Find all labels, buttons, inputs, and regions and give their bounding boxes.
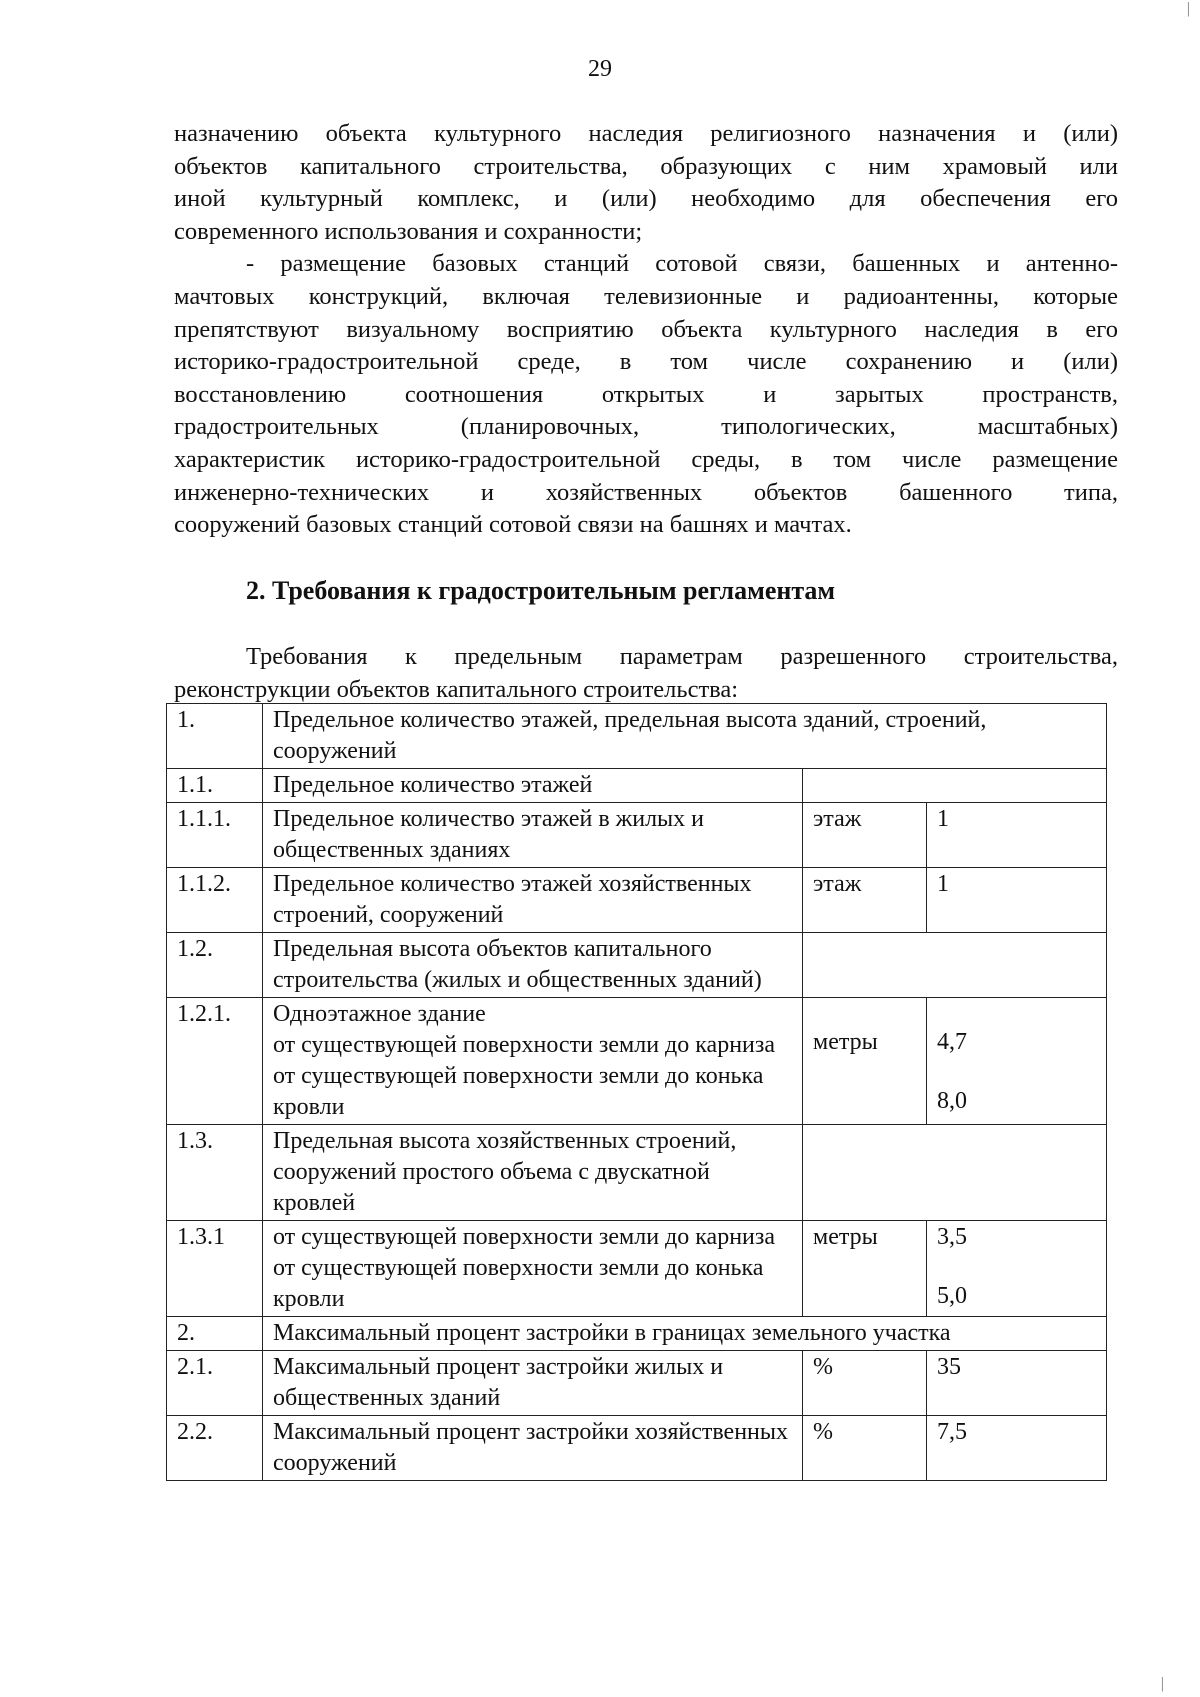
row-description-part: от существующей поверхности земли до карниза <box>273 1032 776 1058</box>
row-description <box>263 1221 803 1317</box>
row-number: 1.1.1. <box>167 803 263 868</box>
row-number: 1.2. <box>167 933 263 998</box>
text-line: сооружений базовых станций сотовой связи на башнях и мачтах. <box>174 511 852 539</box>
text-line: - размещение базовых станций сотовой связи, башенных и антенно- <box>246 250 1118 278</box>
row-value: 35 <box>927 1351 1107 1416</box>
table-row <box>167 769 1107 803</box>
row-number: 2.2. <box>167 1416 263 1481</box>
text-line: мачтовых конструкций, включая телевизионные и радиоантенны, которые <box>174 282 1118 310</box>
row-value-b: 8,0 <box>937 1088 967 1114</box>
parameters-table <box>166 703 1107 1481</box>
row-value <box>927 1221 1107 1317</box>
row-description: Максимальный процент застройки хозяйственных сооружений <box>263 1416 803 1481</box>
text-line: восстановлению соотношения открытых и зарытых пространств, <box>174 380 1118 408</box>
row-description: Предельная высота объектов капитального строительства (жилых и общественных зданий) <box>263 933 803 998</box>
row-value: 1 <box>927 803 1107 868</box>
row-number: 2.1. <box>167 1351 263 1416</box>
table-row <box>167 998 1107 1125</box>
table-row <box>167 1317 1107 1351</box>
corner-mark-bottom: | <box>1160 1675 1164 1692</box>
row-unit: % <box>803 1351 927 1416</box>
row-value-a: 3,5 <box>937 1224 967 1250</box>
table-row <box>167 933 1107 998</box>
row-value <box>927 998 1107 1125</box>
row-description-part: от существующей поверхности земли до конька кровли <box>273 1063 764 1120</box>
text-line: реконструкции объектов капитального строительства: <box>174 675 739 703</box>
row-description <box>263 998 803 1125</box>
row-description: Предельное количество этажей хозяйственных строений, сооружений <box>263 868 803 933</box>
text-line: объектов капитального строительства, образующих с ним храмовый или <box>174 152 1118 180</box>
intro-paragraph <box>174 641 1118 706</box>
row-description: Предельное количество этажей <box>263 769 803 803</box>
table-row <box>167 803 1107 868</box>
body-paragraph <box>174 118 1118 542</box>
row-number: 2. <box>167 1317 263 1351</box>
section-heading: 2. Требования к градостроительным регламентам <box>246 576 836 605</box>
text-line: современного использования и сохранности; <box>174 217 643 245</box>
text-line: историко-градостроительной среде, в том числе сохранению и (или) <box>174 348 1118 376</box>
table-row <box>167 868 1107 933</box>
row-number: 1.3.1 <box>167 1221 263 1317</box>
row-value-b: 5,0 <box>937 1283 967 1309</box>
row-unit <box>803 998 927 1125</box>
text-line: характеристик историко-градостроительной среды, в том числе размещение <box>174 445 1118 473</box>
row-value: 1 <box>927 868 1107 933</box>
empty-cell <box>803 769 1107 803</box>
row-description: Предельное количество этажей в жилых и общественных зданиях <box>263 803 803 868</box>
page-number: 29 <box>588 56 612 82</box>
corner-mark-top: | <box>1186 0 1190 17</box>
table-row <box>167 1416 1107 1481</box>
row-number: 1.2.1. <box>167 998 263 1125</box>
table-row <box>167 1125 1107 1221</box>
row-description-part: от существующей поверхности земли до карниза <box>273 1224 776 1250</box>
empty-cell <box>803 1125 1107 1221</box>
row-unit: % <box>803 1416 927 1481</box>
row-description: Максимальный процент застройки в границах земельного участка <box>263 1317 1107 1351</box>
row-number: 1.3. <box>167 1125 263 1221</box>
row-number: 1.1.2. <box>167 868 263 933</box>
row-unit-text: метры <box>813 1029 878 1055</box>
row-value-a: 4,7 <box>937 1029 967 1055</box>
text-line: Требования к предельным параметрам разрешенного строительства, <box>246 643 1118 670</box>
row-description-part: от существующей поверхности земли до конька кровли <box>273 1255 764 1312</box>
table-row <box>167 1351 1107 1416</box>
row-description-title: Одноэтажное здание <box>273 1001 486 1027</box>
row-description: Максимальный процент застройки жилых и общественных зданий <box>263 1351 803 1416</box>
row-number: 1. <box>167 704 263 769</box>
empty-cell <box>803 933 1107 998</box>
text-line: назначению объекта культурного наследия религиозного назначения и (или) <box>174 120 1118 147</box>
text-line: инженерно-технических и хозяйственных объектов башенного типа, <box>174 478 1118 506</box>
row-value: 7,5 <box>927 1416 1107 1481</box>
text-line: градостроительных (планировочных, типологических, масштабных) <box>174 413 1118 441</box>
row-number: 1.1. <box>167 769 263 803</box>
row-description: Предельное количество этажей, предельная высота зданий, строений, сооружений <box>263 704 1107 769</box>
row-description: Предельная высота хозяйственных строений, сооружений простого объема с двускатной кровлей <box>263 1125 803 1221</box>
table-row <box>167 1221 1107 1317</box>
text-line: препятствуют визуальному восприятию объекта культурного наследия в его <box>174 315 1118 343</box>
row-unit: метры <box>803 1221 927 1317</box>
row-unit: этаж <box>803 868 927 933</box>
row-unit: этаж <box>803 803 927 868</box>
text-line: иной культурный комплекс, и (или) необходимо для обеспечения его <box>174 185 1118 213</box>
table-row <box>167 704 1107 769</box>
